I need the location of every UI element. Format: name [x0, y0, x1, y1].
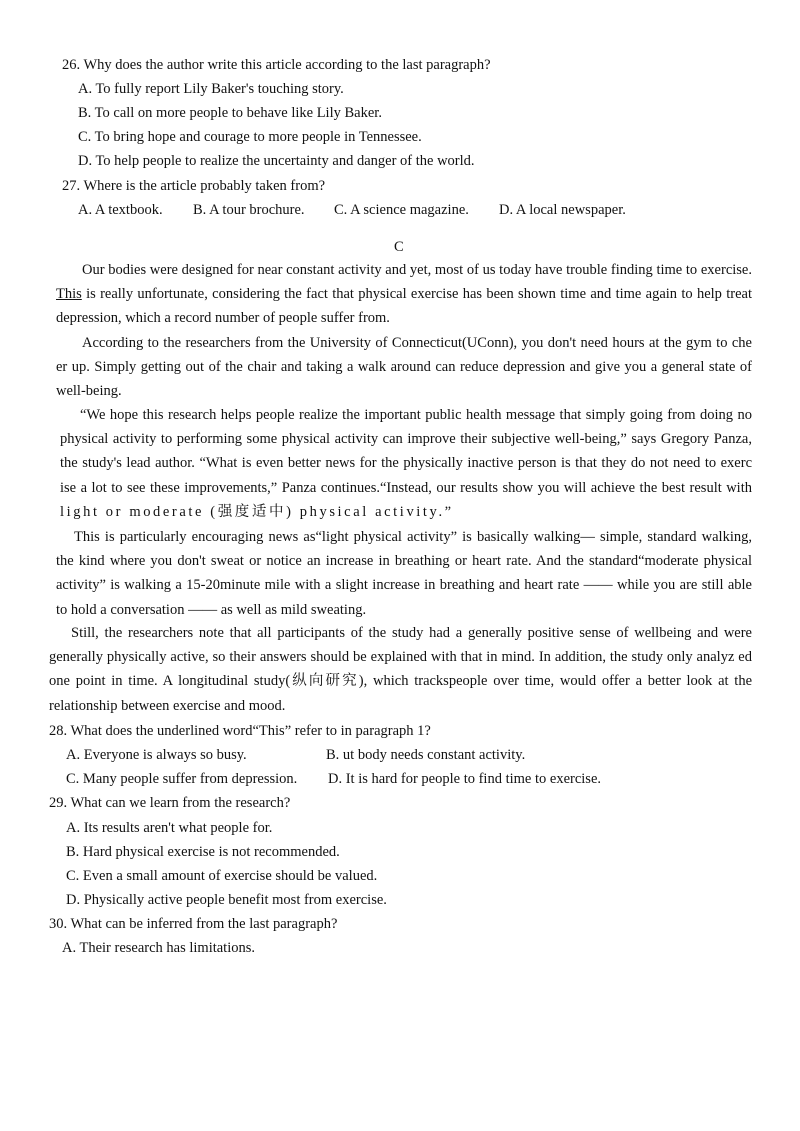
passage-heading: C — [394, 239, 404, 255]
q29-option-d[interactable]: D. Physically active people benefit most from exercise. — [66, 892, 387, 908]
q28-option-d[interactable]: D. It is hard for people to find time to exercise. — [328, 771, 602, 787]
q29-option-c[interactable]: C. Even a small amount of exercise should be valued. — [66, 868, 378, 884]
q30-stem: 30. What can be inferred from the last paragraph? — [49, 916, 338, 932]
paragraph-2-text: According to the researchers from the University of Connecticut(UConn), you don't need hours at the gym to che er up. Simply getting out of the chair and taking a walk around can reduce depression and give you a general state of well-being. — [56, 335, 752, 400]
q26-option-c[interactable]: C. To bring hope and courage to more people in Tennessee. — [78, 129, 422, 145]
q28-option-b[interactable]: B. ut body needs constant activity. — [326, 747, 526, 763]
paragraph-2 — [56, 331, 752, 404]
q28-option-a[interactable]: A. Everyone is always so busy. — [66, 747, 247, 763]
paragraph-3 — [60, 403, 752, 524]
underlined-word-this: This — [56, 286, 82, 303]
q28-stem: 28. What does the underlined word“This” refer to in paragraph 1? — [49, 723, 431, 739]
q29-option-b[interactable]: B. Hard physical exercise is not recommended. — [66, 844, 340, 860]
paragraph-5 — [49, 621, 752, 718]
paragraph-4 — [56, 525, 752, 622]
paragraph-4-text: This is particularly encouraging news as“light physical activity” is basically walking— simple, standard walking, the kind where you don't sweat or notice an increase in breathing or heart rate. And the standard“moderate physical activity” is walking a 15-20minute mile with a slight increase in breathing and heart rate —— while you are still able to hold a conversation —— as well as mild sweating. — [56, 529, 752, 618]
q29-option-a[interactable]: A. Its results aren't what people for. — [66, 820, 273, 836]
q29-stem: 29. What can we learn from the research? — [49, 795, 291, 811]
q27-option-c[interactable]: C. A science magazine. — [334, 202, 469, 218]
q27-stem: 27. Where is the article probably taken from? — [62, 178, 326, 194]
q26-option-b[interactable]: B. To call on more people to behave like Lily Baker. — [78, 105, 382, 121]
paragraph-1 — [56, 258, 752, 331]
q28-option-c[interactable]: C. Many people suffer from depression. — [66, 771, 298, 787]
paragraph-1-text-b: is really unfortunate, considering the fact that physical exercise has been shown time and time again to help treat depression, which a record number of people suffer from. — [56, 286, 752, 327]
paragraph-5-text: Still, the researchers note that all participants of the study had a generally positive sense of wellbeing and were generally physically active, so their answers should be explained with that in mind. In addition, the study only analyz ed one point in time. A longitudinal study(纵向研究), which trackspeople over time, would offer a better look at the relationship between exercise and mood. — [49, 625, 752, 714]
q27-option-a[interactable]: A. A textbook. — [78, 202, 163, 218]
q30-option-a[interactable]: A. Their research has limitations. — [62, 940, 256, 956]
paragraph-1-text-a: Our bodies were designed for near constant activity and yet, most of us today have trouble finding time to exercise. — [82, 262, 752, 278]
q26-option-d[interactable]: D. To help people to realize the uncertainty and danger of the world. — [78, 153, 475, 169]
paragraph-3-spaced-text: light or moderate (强度适中) physical activity.” — [60, 503, 454, 520]
q26-option-a[interactable]: A. To fully report Lily Baker's touching story. — [78, 81, 344, 97]
q27-option-b[interactable]: B. A tour brochure. — [193, 202, 305, 218]
q26-stem: 26. Why does the author write this article according to the last paragraph? — [62, 57, 491, 73]
paragraph-3-text: “We hope this research helps people realize the important public health message that simply going from doing no physical activity to performing some physical activity can improve their subjective well-being,” says Gregory Panza, the study's lead author. “What is even better news for the physically inactive person is that they do not need to exerc ise a lot to see these improvements,” Panza continues.“Instead, our results show you will achieve the best result with — [60, 407, 752, 496]
q27-option-d[interactable]: D. A local newspaper. — [499, 202, 626, 218]
